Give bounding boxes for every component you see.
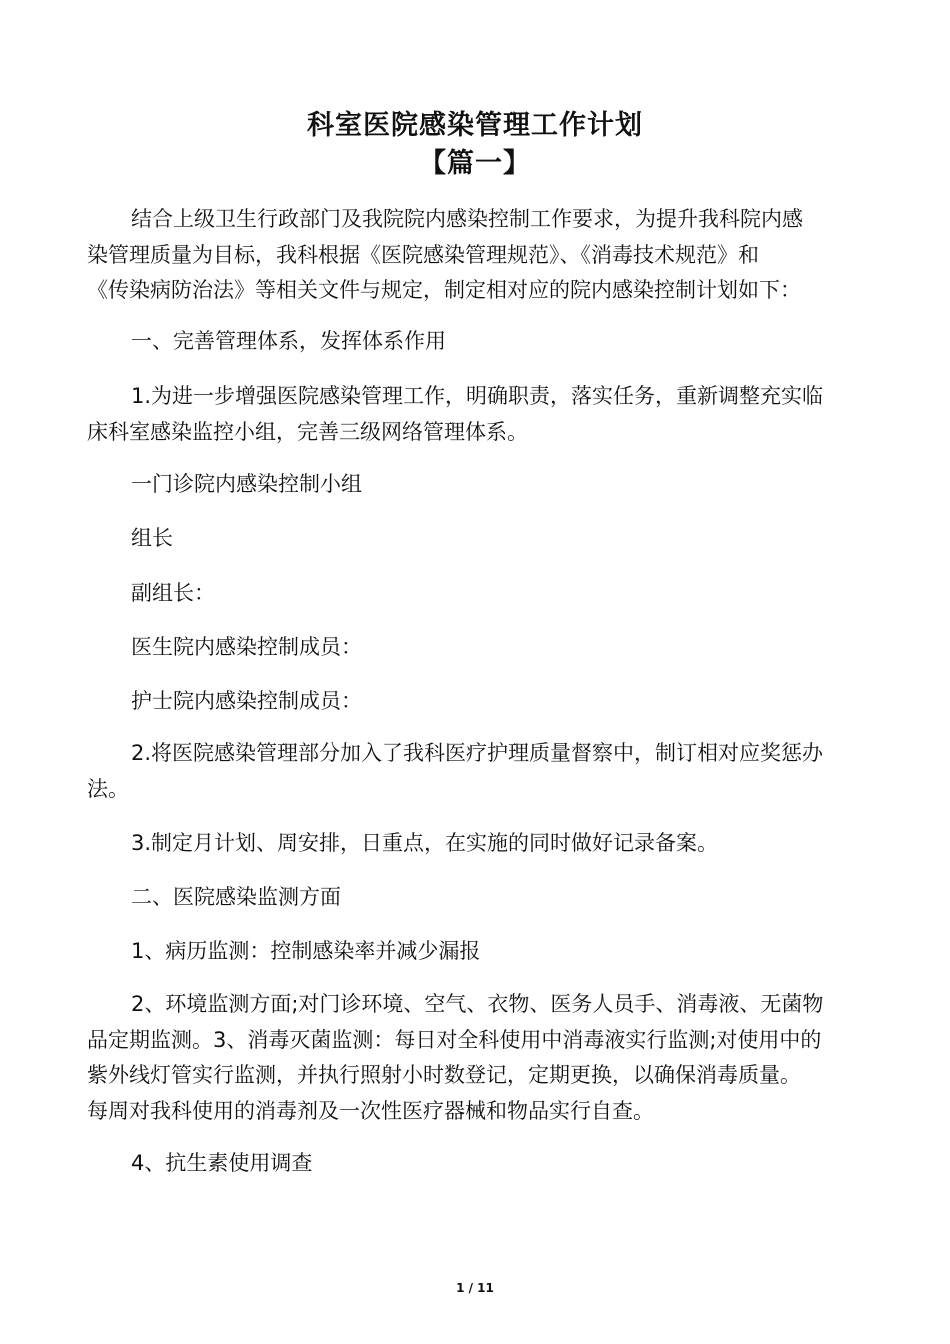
item3-paragraph: 3.制定月计划、周安排，日重点，在实施的同时做好记录备案。 (131, 831, 719, 855)
section2-heading: 二、医院感染监测方面 (131, 885, 341, 909)
intro-line: 《传染病防治法》等相关文件与规定，制定相对应的院内感染控制计划如下： (87, 278, 801, 302)
nurse-members-label: 护士院内感染控制成员： (131, 689, 362, 713)
document-title: 科室医院感染管理工作计划 (307, 110, 643, 141)
monitor4-paragraph: 4、抗生素使用调查 (131, 1151, 313, 1175)
monitor2-line: 2、环境监测方面;对门诊环境、空气、衣物、医务人员手、消毒液、无菌物 (131, 992, 824, 1016)
intro-line: 染管理质量为目标，我科根据《医院感染管理规范》、《消毒技术规范》和 (87, 242, 759, 267)
item1-line: 床科室感染监控小组，完善三级网络管理体系。 (87, 419, 528, 444)
item2-line: 法。 (87, 776, 129, 801)
item2-line: 2.将医院感染管理部分加入了我科医疗护理质量督察中，制订相对应奖惩办 (131, 741, 824, 765)
document-subtitle: 【篇一】 (419, 148, 531, 179)
monitor1-paragraph: 1、病历监测：控制感染率并减少漏报 (131, 939, 481, 963)
item1-line: 1.为进一步增强医院感染管理工作，明确职责，落实任务，重新调整充实临 (131, 384, 824, 408)
monitor2-line: 紫外线灯管实行监测，并执行照射小时数登记，定期更换，以确保消毒质量。 (87, 1063, 801, 1087)
monitor2-line: 每周对我科使用的消毒剂及一次性医疗器械和物品实行自查。 (87, 1098, 654, 1123)
intro-paragraph (87, 202, 877, 309)
monitor2-line: 品定期监测。3、消毒灭菌监测：每日对全科使用中消毒液实行监测;对使用中的 (87, 1027, 822, 1052)
group-title: 一门诊院内感染控制小组 (131, 472, 362, 496)
doctor-members-label: 医生院内感染控制成员： (131, 635, 362, 659)
item2-paragraph (87, 736, 877, 807)
item1-paragraph (87, 379, 877, 450)
intro-line: 结合上级卫生行政部门及我院院内感染控制工作要求，为提升我科院内感 (131, 207, 803, 231)
deputy-leader-label: 副组长： (131, 581, 215, 605)
page-indicator: 1 / 11 (456, 1281, 494, 1295)
section1-heading: 一、完善管理体系，发挥体系作用 (131, 329, 446, 353)
leader-label: 组长 (131, 526, 173, 550)
monitor2-paragraph (87, 987, 877, 1129)
